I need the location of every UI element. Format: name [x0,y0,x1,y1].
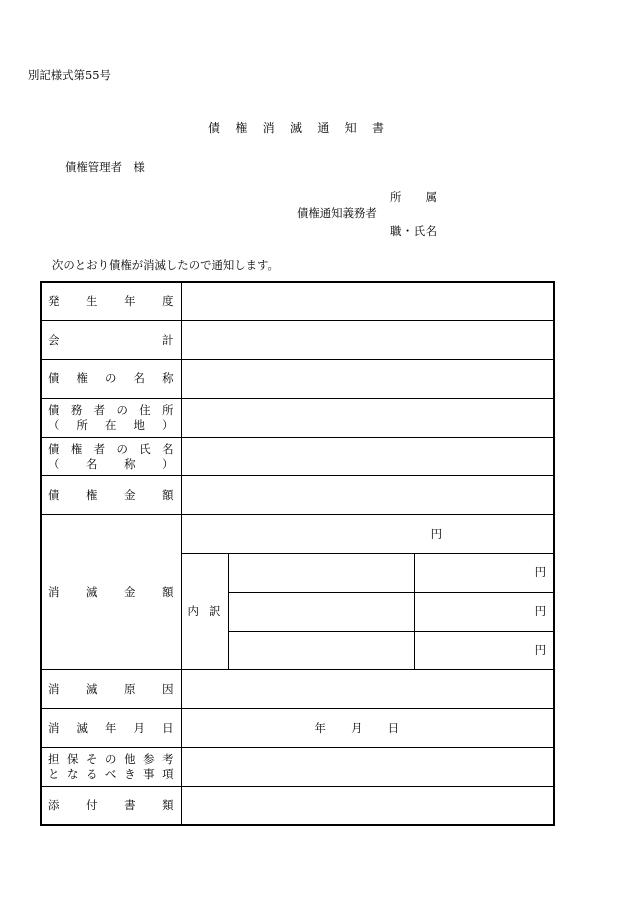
fiscal-year-label [48,294,174,309]
table-row-creditor-name [41,437,554,476]
table-row-attachments [41,786,554,825]
label-char: 滅 [86,584,98,599]
label-char: 度 [162,294,174,309]
form-number: 別記様式第55号 [28,68,111,82]
label-char: 類 [162,798,174,812]
label-char: き [124,766,136,781]
table-row-extinguished-amount [41,515,554,554]
yen-unit: 円 [534,643,546,658]
breakdown-item-cell [228,631,414,670]
table-row-fiscal-year [41,282,554,321]
label-char: べ [105,766,117,781]
label-char: 債 [48,402,60,417]
extinguished-amount-label-cell [41,515,181,670]
extinction-date-label-cell [41,709,181,748]
label-char: 添 [48,798,60,812]
label-char: 滅 [76,720,88,735]
label-char: と [48,766,60,781]
extinguished-amount-label [48,585,174,600]
debtor-address-label-cell [41,398,181,437]
document-title [208,121,384,135]
label-char: 氏 [139,441,151,456]
label-char: ） [162,417,174,432]
label-char: 務 [70,402,83,417]
extinction-date-label [48,721,174,736]
notifier-role: 債権通知義務者 [297,206,377,220]
remarks-label-cell [41,748,181,787]
table-row-claim-name [41,360,554,399]
creditor-name-value [181,437,554,476]
notice-table [40,281,555,826]
breakdown-item-cell [228,592,414,631]
label-char: 年 [105,720,117,735]
label-char: （ [48,417,60,432]
remarks-value [181,748,554,787]
label-char: 所 [76,417,88,432]
remarks-label-line2 [48,767,174,782]
label-char: る [86,766,98,781]
label-char: 権 [86,487,98,502]
fiscal-year-value [181,282,554,321]
label-char: の [105,751,117,766]
label-char: （ [48,456,60,471]
label-char: 称 [124,456,136,471]
table-row-account [41,321,554,360]
label-char: 通 [317,121,330,135]
label-char: 額 [162,584,174,599]
label-char: の [105,371,117,386]
remarks-label-line1 [48,752,174,767]
label-char: そ [86,751,98,766]
extinction-cause-label [48,682,174,697]
label-char: 称 [162,371,174,386]
label-char: 担 [48,751,60,766]
label-char: 月 [133,720,145,735]
extinction-date-value [181,709,554,748]
label-char: 金 [124,584,136,599]
label-char: 保 [67,751,79,766]
label-char: 書 [371,121,384,135]
position-name-label [390,224,437,238]
label-char: 原 [124,681,136,696]
claim-amount-label [48,488,174,503]
breakdown-amount-cell [414,631,554,670]
label-char: 職 [390,224,402,238]
label-char: 消 [48,681,60,696]
label-char: 名 [425,224,437,238]
label-char: 権 [235,121,248,135]
addressee: 債権管理者 様 [65,160,145,174]
attachments-label [48,798,174,813]
table-row-claim-amount [41,476,554,515]
account-label-cell [41,321,181,360]
label-char: 会 [48,332,60,347]
label-char: 消 [48,720,60,735]
label-char: 債 [208,121,221,135]
label-char: 在 [105,417,117,432]
label-char: 者 [93,402,106,417]
claim-name-value [181,360,554,399]
creditor-name-label-cell [41,437,181,476]
label-char: 他 [124,751,136,766]
label-char: 事 [143,766,155,781]
label-char: ・ [401,224,414,238]
breakdown-item-cell [228,554,414,593]
label-char: 書 [124,798,136,812]
fiscal-year-label-cell [41,282,181,321]
table-row-extinction-cause [41,670,554,709]
label-char: 付 [86,798,98,812]
label-char: 消 [48,584,60,599]
account-label [48,333,174,348]
claim-name-label [48,371,174,386]
label-char: 者 [93,441,106,456]
label-char: の [116,402,128,417]
label-char: 名 [86,456,98,471]
debtor-address-value [181,398,554,437]
attachments-value [181,786,554,825]
label-char: 日 [162,720,174,735]
extinguished-amount-total [181,515,554,554]
label-char: 所 [390,190,402,204]
creditor-name-label-line1 [48,442,174,457]
label-char: 名 [162,441,174,456]
label-char: 住 [139,402,151,417]
label-char: 名 [133,371,145,386]
label-char: 項 [162,766,174,781]
label-char: 消 [262,121,275,135]
label-char: 訳 [209,604,221,619]
label-char: 因 [162,681,174,696]
claim-amount-label-cell [41,476,181,515]
label-char: 内 [187,604,199,619]
label-char: 考 [162,751,174,766]
label-char: 所 [162,402,174,417]
attachments-label-cell [41,786,181,825]
yen-unit: 円 [430,526,442,541]
label-char: 計 [162,332,174,347]
label-char: 氏 [413,224,426,238]
breakdown-amount-cell [414,592,554,631]
affiliation-label [390,190,437,204]
debtor-address-label-line2 [48,418,174,433]
label-char: 滅 [289,121,302,135]
label-char: 知 [344,121,357,135]
label-char: 金 [124,487,136,502]
label-char: 発 [48,294,60,309]
label-char: 滅 [86,681,98,696]
creditor-name-label-line2 [48,457,174,472]
label-char: な [67,766,79,781]
label-char: 属 [425,190,437,204]
table-row-extinction-date [41,709,554,748]
breakdown-amount-cell [414,554,554,593]
label-char: 債 [48,371,60,386]
label-char: 生 [86,294,98,309]
extinction-cause-value [181,670,554,709]
claim-amount-value [181,476,554,515]
label-char: 権 [76,371,88,386]
breakdown-label-cell [181,554,228,670]
label-char: 債 [48,487,60,502]
label-char: 額 [162,487,174,502]
intro-text: 次のとおり債権が消滅したので通知します。 [52,258,279,272]
account-value [181,321,554,360]
label-char: 権 [70,441,83,456]
label-char: 年 [124,294,136,309]
table-row-remarks [41,748,554,787]
breakdown-label [188,604,221,619]
label-char: 地 [133,417,145,432]
yen-unit: 円 [534,604,546,619]
yen-unit: 円 [534,565,546,580]
date-template: 年 月 日 [314,720,400,735]
label-char: 債 [48,441,60,456]
label-char: ） [162,456,174,471]
extinction-cause-label-cell [41,670,181,709]
label-char: 参 [143,751,155,766]
label-char: の [116,441,128,456]
table-row-debtor-address [41,398,554,437]
claim-name-label-cell [41,360,181,399]
debtor-address-label-line1 [48,403,174,418]
